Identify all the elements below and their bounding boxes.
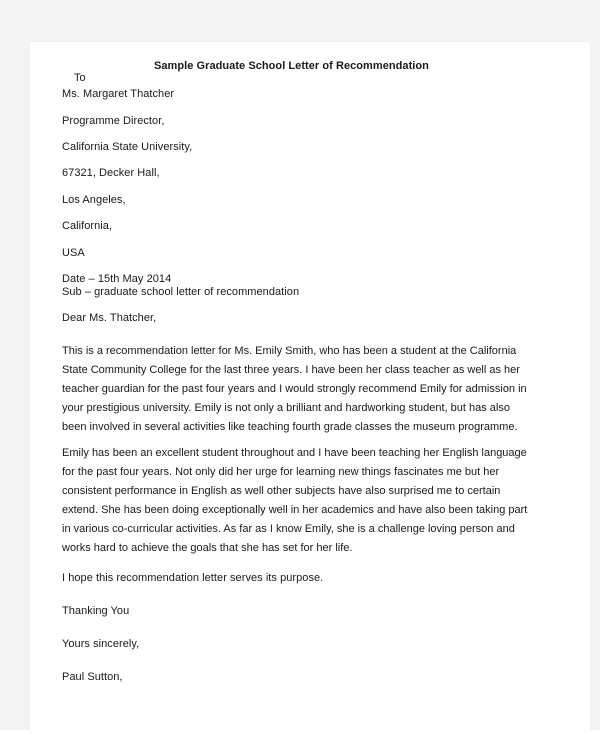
paragraph-1 <box>62 342 527 437</box>
recipient-street: 67321, Decker Hall, <box>62 167 160 179</box>
paragraph-line: works hard to achieve the goals that she has set for her life. <box>62 542 353 554</box>
paragraph-line: your prestigious university. Emily is not only a brilliant and hardworking student, but has also <box>62 402 510 414</box>
paragraph-line: for the past four years. Not only did her urge for learning new things fascinates me but her <box>62 466 500 478</box>
recipient-position: Programme Director, <box>62 115 165 127</box>
salutation: Dear Ms. Thatcher, <box>62 312 157 324</box>
letter-date: Date – 15th May 2014 <box>62 273 172 285</box>
paragraph-line: in various co-curricular activities. As far as I know Emily, she is a challenge loving person and <box>62 523 515 535</box>
paragraph-line: State Community College for the last three years. I have been her class teacher as well as her <box>62 364 520 376</box>
paragraph-line: extend. She has been doing exceptionally well in her academics and have also been taking part <box>62 504 528 516</box>
recipient-state: California, <box>62 220 113 232</box>
paragraph-line: teacher guardian for the past four years and I would strongly recommend Emily for admission in <box>62 383 527 395</box>
paragraph-2 <box>62 444 528 558</box>
letter-title: Sample Graduate School Letter of Recommendation <box>154 60 429 72</box>
paragraph-line: consistent performance in English as well other subjects have also surprised me to certain <box>62 485 501 497</box>
recipient-country: USA <box>62 247 85 259</box>
to-label: To <box>74 72 86 84</box>
letter-subject: Sub – graduate school letter of recommendation <box>62 286 300 298</box>
paragraph-line: been involved in several activities like teaching fourth grade classes the museum programme. <box>62 421 518 433</box>
closing-sincerely: Yours sincerely, <box>62 638 140 650</box>
recipient-organization: California State University, <box>62 141 193 153</box>
paragraph-3: I hope this recommendation letter serves its purpose. <box>62 572 324 584</box>
recipient-name: Ms. Margaret Thatcher <box>62 88 175 100</box>
recipient-city: Los Angeles, <box>62 194 126 206</box>
paragraph-line: Emily has been an excellent student throughout and I have been teaching her English language <box>62 447 527 459</box>
paragraph-line: This is a recommendation letter for Ms. Emily Smith, who has been a student at the California <box>62 345 517 357</box>
signature-name: Paul Sutton, <box>62 671 123 683</box>
closing-thanks: Thanking You <box>62 605 130 617</box>
